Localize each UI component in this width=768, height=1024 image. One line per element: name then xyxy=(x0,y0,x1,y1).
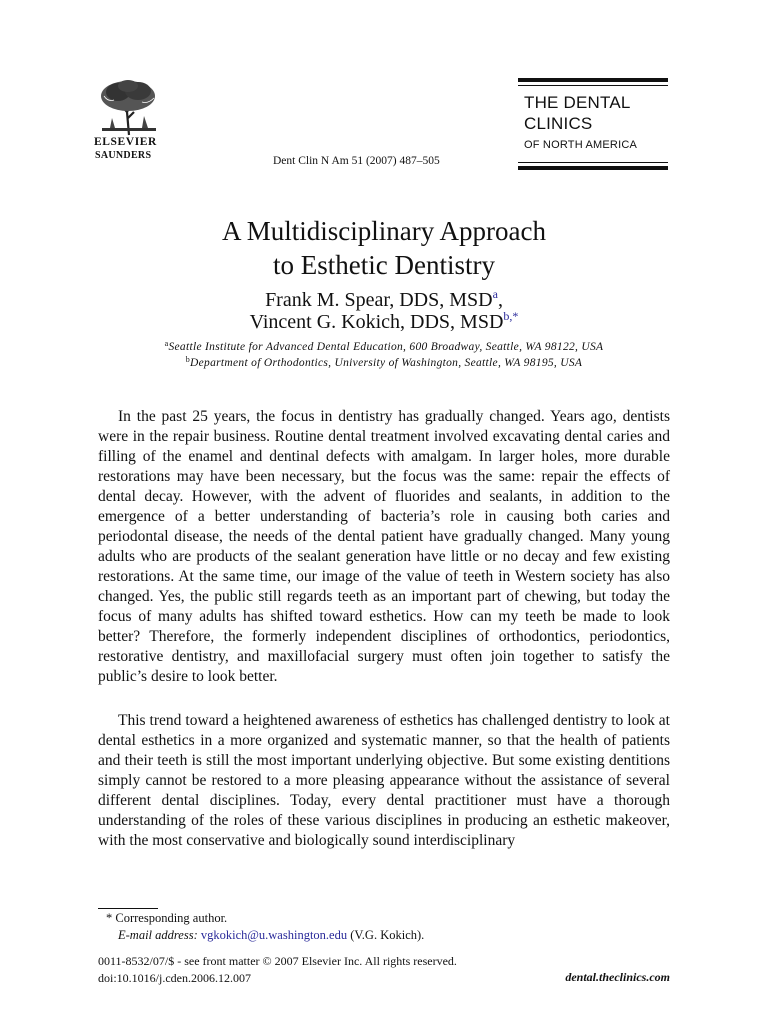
email-footnote xyxy=(118,927,424,944)
author-frank-spear xyxy=(0,288,768,312)
publisher-imprint: SAUNDERS xyxy=(95,150,152,161)
journal-citation: Dent Clin N Am 51 (2007) 487–505 xyxy=(273,155,440,167)
journal-website-link[interactable]: dental.theclinics.com xyxy=(565,970,670,984)
elsevier-tree-icon xyxy=(98,78,160,136)
affiliation-mark: a xyxy=(164,339,169,348)
affiliation-a xyxy=(0,340,768,355)
article-title-line2: to Esthetic Dentistry xyxy=(273,250,495,280)
masthead-rule xyxy=(518,85,668,86)
affiliation-b xyxy=(0,356,768,371)
footnote-rule xyxy=(98,908,158,909)
body-paragraph-2 xyxy=(98,711,670,851)
author-separator: , xyxy=(497,289,503,311)
affiliation-link[interactable]: a xyxy=(492,287,498,301)
masthead-rule xyxy=(518,162,668,163)
affiliation-text: Seattle Institute for Advanced Dental Education, 600 Broadway, Seattle, WA 98122, USA xyxy=(168,341,604,353)
publisher-logo xyxy=(94,78,168,164)
affiliation-link[interactable]: b,* xyxy=(503,309,519,323)
journal-title-line3: OF NORTH AMERICA xyxy=(524,139,638,151)
masthead-rule xyxy=(518,78,668,82)
doi-line: doi:10.1016/j.cden.2006.12.007 xyxy=(98,971,251,985)
paragraph-text: In the past 25 years, the focus in dentistry has gradually changed. Years ago, dentists were in the repair business. Routine dental treatment involved excavating dental caries and filling of the enamel and dentinal defects with amalgam. In larger holes, more durable restorations may have been necessary, but the focus was the same: repair the effects of dental decay. However, with the advent of fluorides and sealants, in addition to the emergence of a better understanding of bacteria’s role in causing both caries and periodontal disease, the needs of the dental patient have gradually changed. Many young adults who are products of the sealant generation have little or no decay and few existing restorations. At the same time, our image of the value of teeth in Western society has also changed. Yes, the public still regards teeth as an important part of chewing, but today the focus of many adults has shifted toward esthetics. How can my teeth be made to look better? Therefore, the formerly independent disciplines of orthodontics, periodontics, restorative dentistry, and maxillofacial surgery must often join together to satisfy the public’s desire to look better. xyxy=(98,408,670,685)
email-label: E-mail address: xyxy=(118,928,198,942)
corresponding-author-note: * Corresponding author. xyxy=(106,911,228,925)
email-owner: (V.G. Kokich). xyxy=(350,928,425,942)
affiliation-mark: b xyxy=(185,355,191,364)
journal-masthead xyxy=(518,78,668,174)
author-vincent-kokich xyxy=(0,310,768,334)
author-name: Frank M. Spear, DDS, MSD xyxy=(265,289,493,311)
journal-title-line1: THE DENTAL xyxy=(524,93,631,112)
copyright-line: 0011-8532/07/$ - see front matter © 2007 Elsevier Inc. All rights reserved. xyxy=(98,954,457,968)
journal-title-line2: CLINICS xyxy=(524,114,593,133)
author-name: Vincent G. Kokich, DDS, MSD xyxy=(249,311,504,333)
affiliation-text: Department of Orthodontics, University of Washington, Seattle, WA 98195, USA xyxy=(190,357,583,369)
body-paragraph-1 xyxy=(98,407,670,687)
publisher-name: ELSEVIER xyxy=(94,136,157,148)
article-title-line1: A Multidisciplinary Approach xyxy=(222,216,546,246)
paragraph-text: This trend toward a heightened awareness of esthetics has challenged dentistry to look at dental esthetics in a more organized and systematic manner, so that the health of patients and their teeth is still the most important underlying objective. But some existing dentitions simply cannot be restored to a more pleasing appearance without the assistance of several different dental disciplines. Today, every dental practitioner must have a thorough understanding of the roles of these various disciplines in producing an esthetic makeover, with the most conservative and biologically sound interdisciplinary xyxy=(98,712,670,849)
email-link[interactable]: vgkokich@u.washington.edu xyxy=(200,928,348,942)
masthead-rule xyxy=(518,166,668,170)
